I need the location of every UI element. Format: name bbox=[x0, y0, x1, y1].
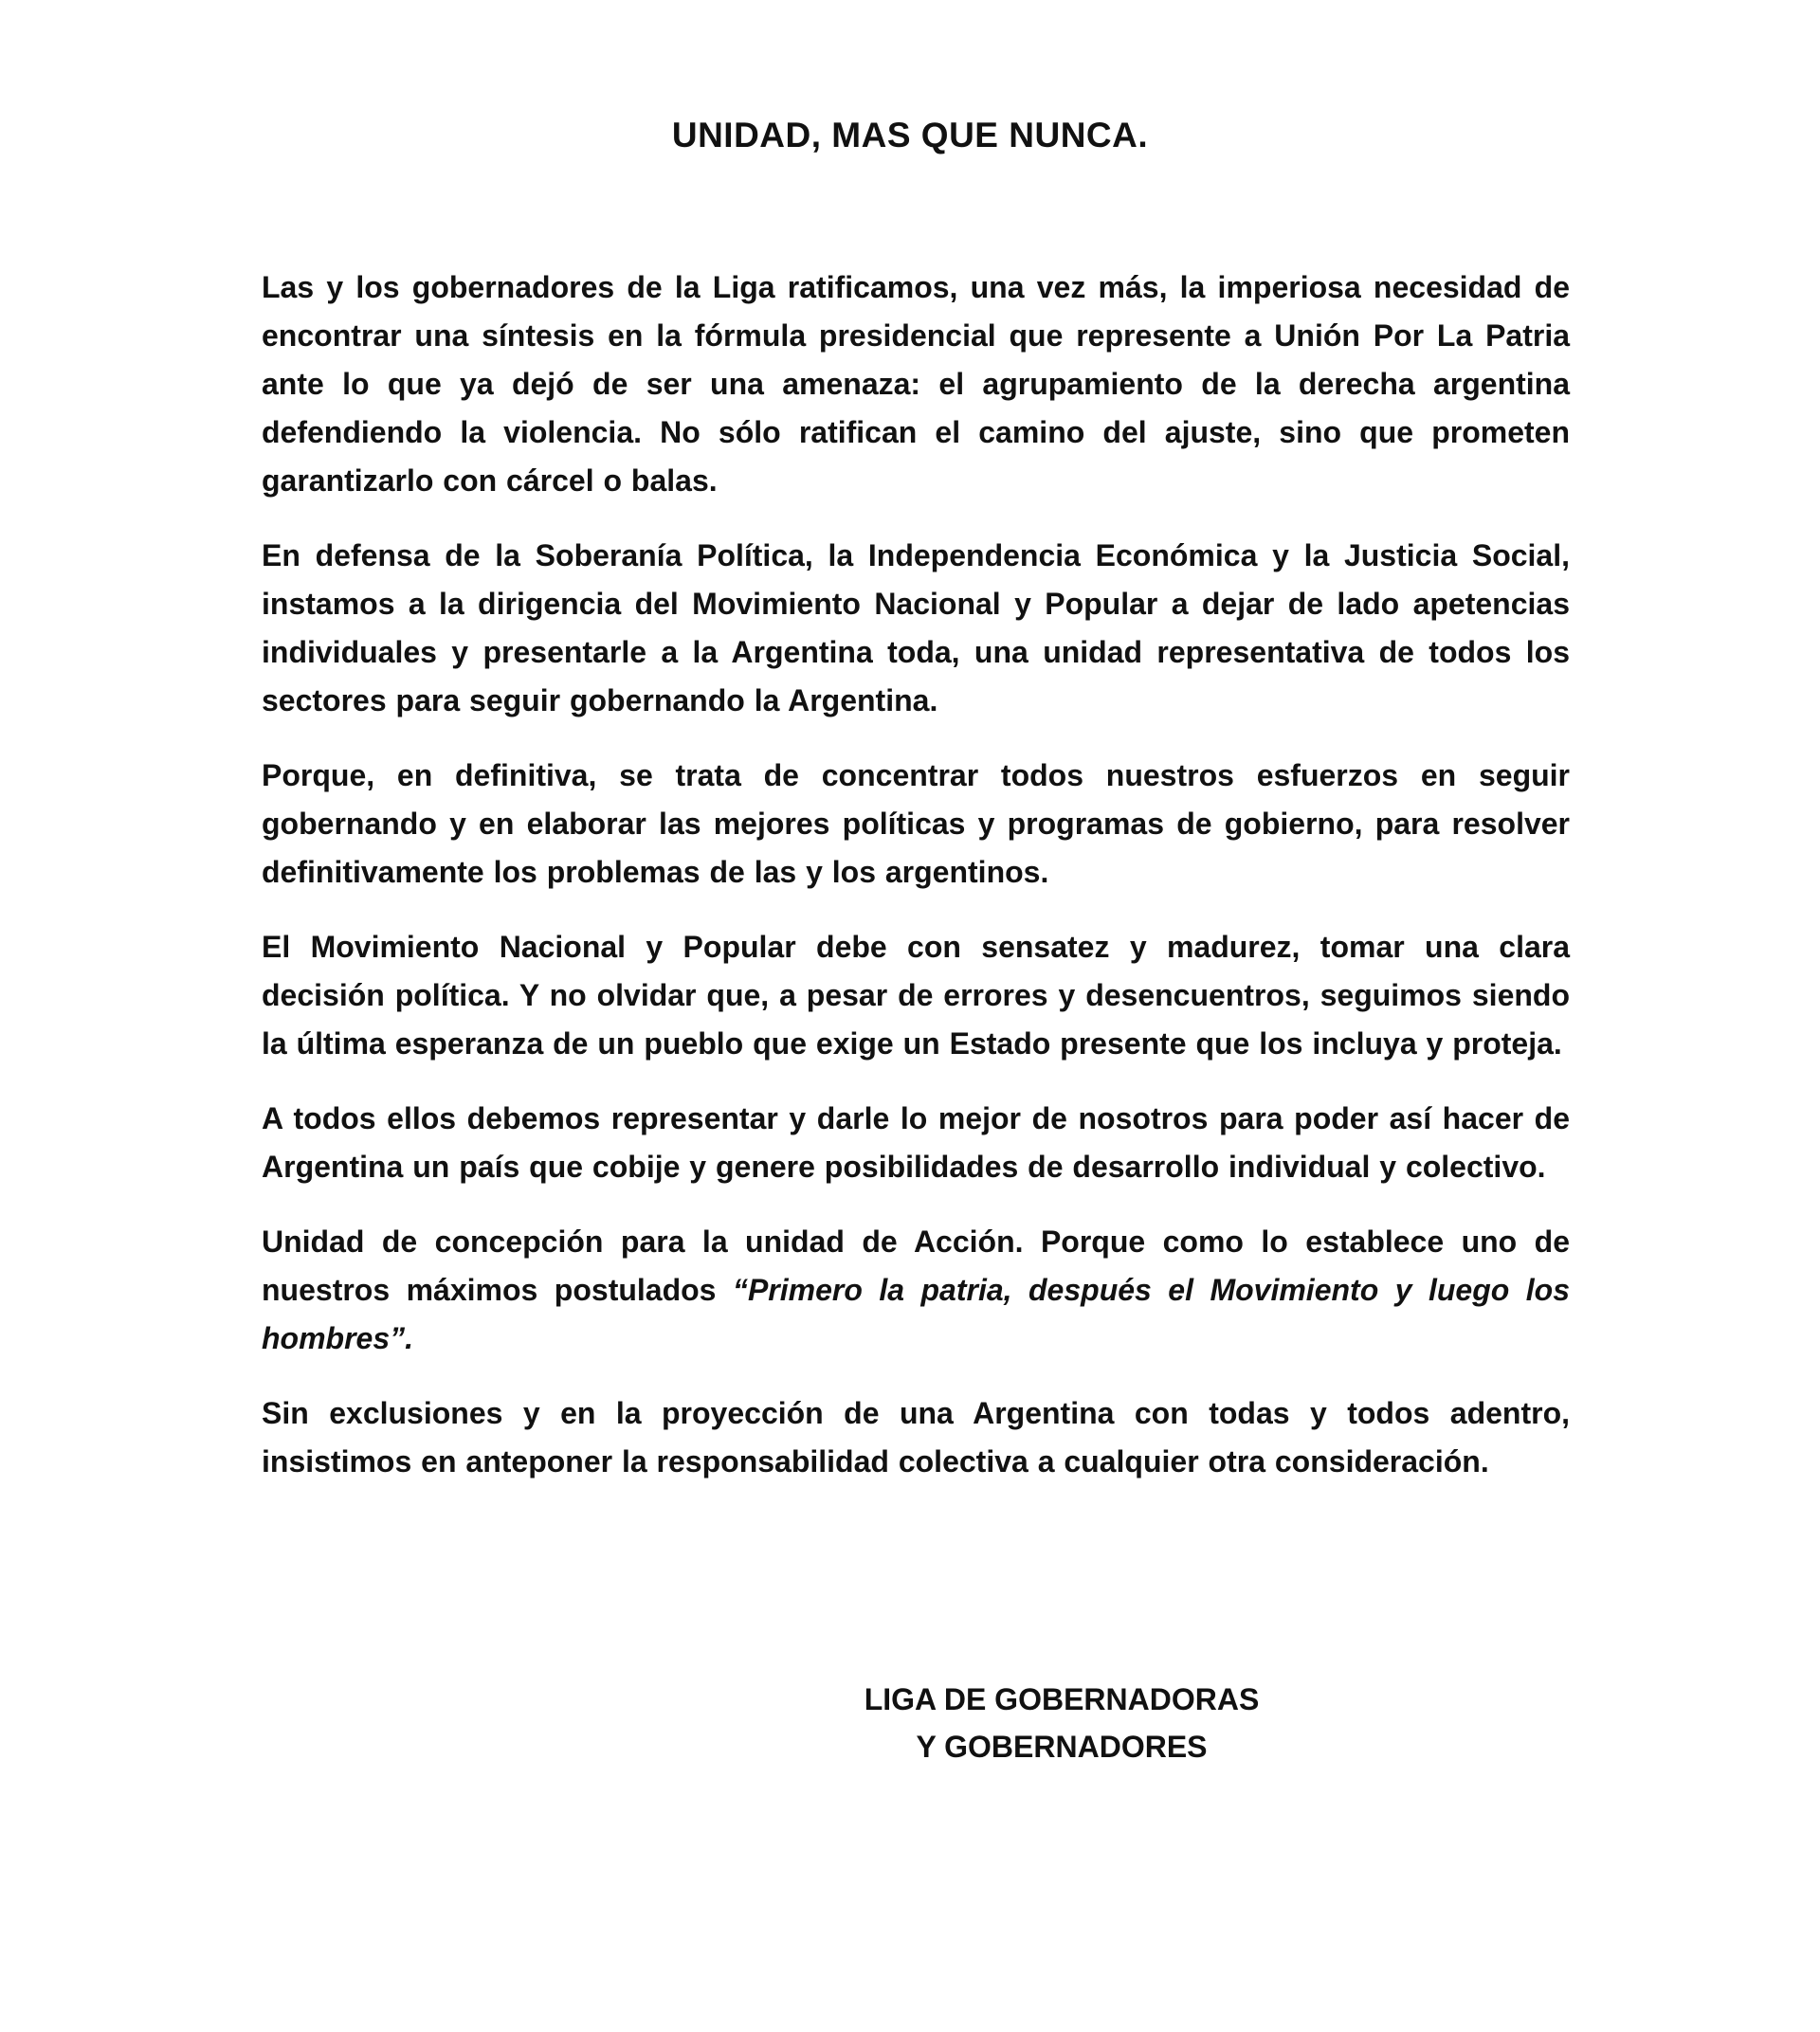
paragraph-6-lead: Unidad de concepción para la unidad de Acción. Porque como lo establece uno de nuestros máximos postulados bbox=[262, 1225, 1570, 1307]
paragraph-6-quote: “Primero la patria, después el Movimiento y luego los hombres”. bbox=[262, 1273, 1571, 1355]
signature-line-2: Y GOBERNADORES bbox=[916, 1730, 1208, 1764]
document-body bbox=[262, 263, 1570, 1513]
paragraph-7: Sin exclusiones y en la proyección de una Argentina con todas y todos adentro, insistimos en anteponer la responsabilidad colectiva a cualquier otra consideración. bbox=[262, 1396, 1570, 1479]
paragraph-6 bbox=[262, 1218, 1570, 1363]
paragraph-2: En defensa de la Soberanía Política, la Independencia Económica y la Justicia Social, instamos a la dirigencia del Movimiento Nacional y Popular a dejar de lado apetencias individuales y presentarle a la Argentina toda, una unidad representativa de todos los sectores para seguir gobernando la Argentina. bbox=[262, 538, 1570, 717]
paragraph-4: El Movimiento Nacional y Popular debe con sensatez y madurez, tomar una clara decisión política. Y no olvidar que, a pesar de errores y desencuentros, seguimos siendo la última esperanza de un pueblo que exige un Estado presente que los incluya y proteja. bbox=[262, 930, 1570, 1061]
paragraph-3: Porque, en definitiva, se trata de concentrar todos nuestros esfuerzos en seguir gobernando y en elaborar las mejores políticas y programas de gobierno, para resolver definitivamente los problemas de las y los argentinos. bbox=[262, 758, 1570, 889]
paragraph-5: A todos ellos debemos representar y darle lo mejor de nosotros para poder así hacer de Argentina un país que cobije y genere posibilidades de desarrollo individual y colectivo. bbox=[262, 1101, 1570, 1184]
document-title: UNIDAD, MAS QUE NUNCA. bbox=[671, 116, 1149, 154]
signature-line-1: LIGA DE GOBERNADORAS bbox=[864, 1682, 1260, 1716]
paragraph-1: Las y los gobernadores de la Liga ratificamos, una vez más, la imperiosa necesidad de encontrar una síntesis en la fórmula presidencial que represente a Unión Por La Patria ante lo que ya dejó de ser una amenaza: el agrupamiento de la derecha argentina defendiendo la violencia. No sólo ratifican el camino del ajuste, sino que prometen garantizarlo con cárcel o balas. bbox=[262, 270, 1570, 498]
signature-block bbox=[682, 1676, 1441, 1770]
